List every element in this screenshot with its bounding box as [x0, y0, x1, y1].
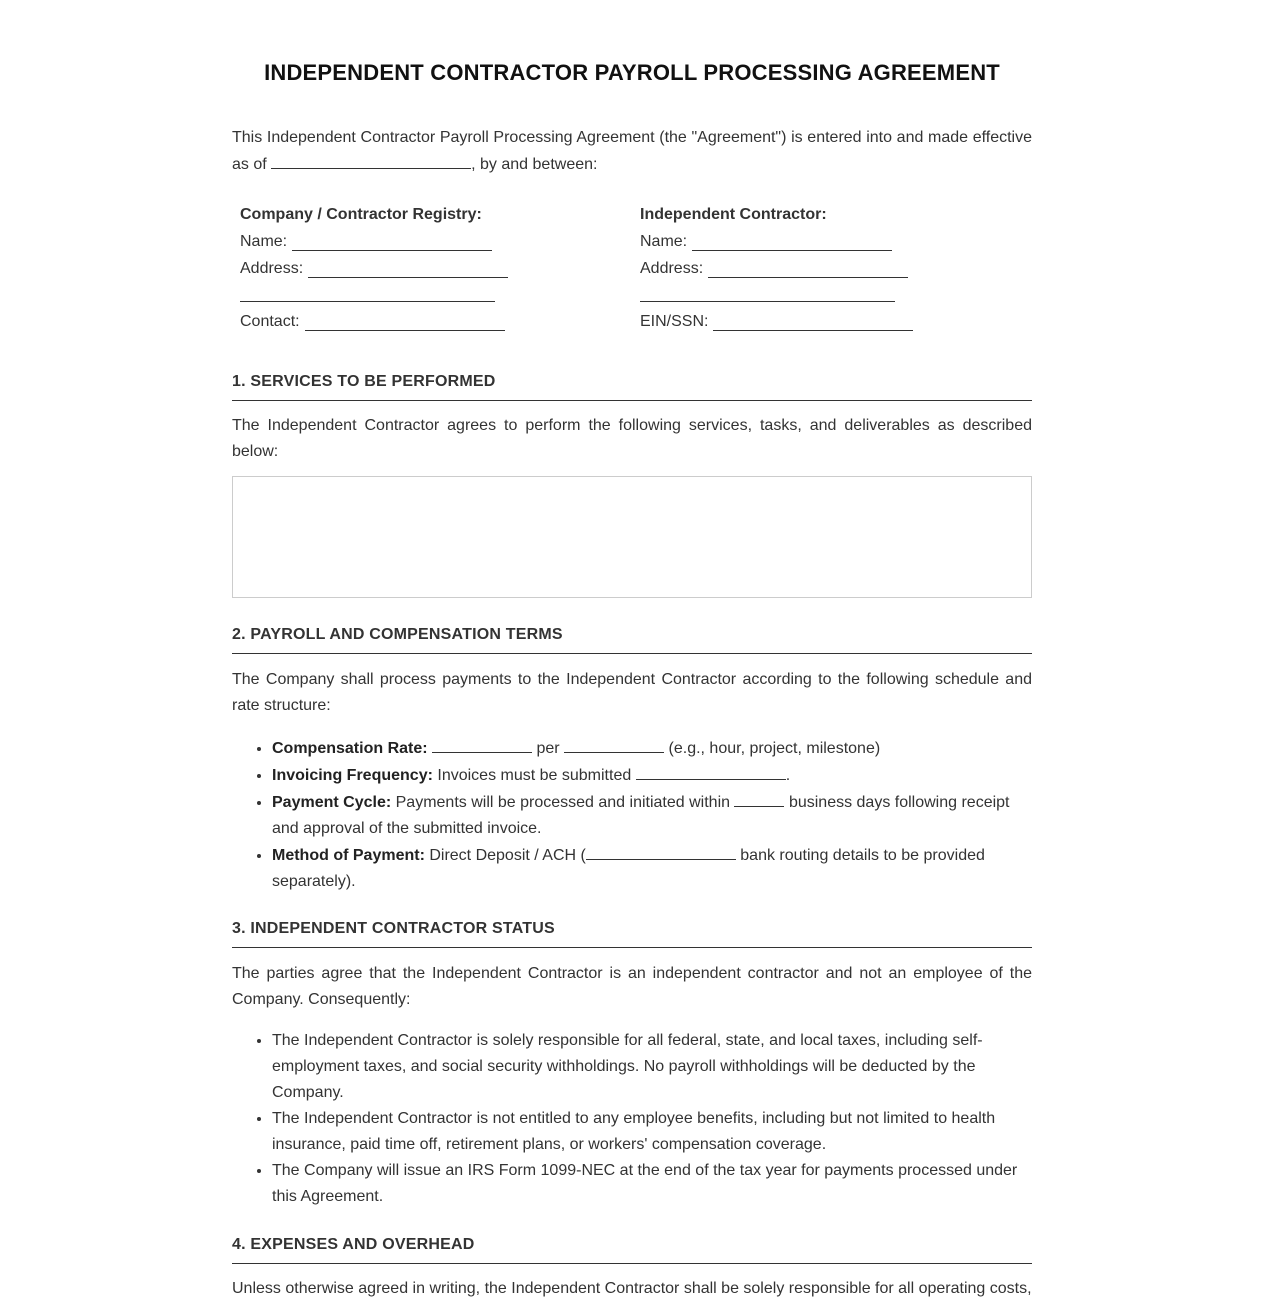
- list-item-compensation-rate: [272, 735, 1032, 762]
- company-address-line-2[interactable]: [240, 300, 495, 302]
- company-name-field[interactable]: [292, 233, 492, 251]
- contractor-ein-field[interactable]: [713, 313, 913, 331]
- contractor-address-field[interactable]: [708, 260, 908, 278]
- list-item: • The Company will issue an IRS Form 1099-NEC at the end of the tax year for payments processed under this Agreement.: [272, 1158, 1032, 1210]
- effective-date-field[interactable]: [271, 151, 471, 169]
- company-heading: Company / Contractor Registry:: [240, 206, 482, 223]
- compensation-rate-hint: (e.g., hour, project, milestone): [668, 740, 881, 757]
- company-name-label: Name:: [240, 233, 288, 250]
- contractor-ein-row: [640, 313, 913, 333]
- section-1-text: The Independent Contractor agrees to perform the following services, tasks, and deliverables as described below:: [232, 417, 1032, 460]
- company-address-field[interactable]: [308, 260, 508, 278]
- contractor-address-label: Address:: [640, 260, 704, 277]
- invoicing-frequency-end: .: [785, 767, 791, 784]
- list-item: • The Independent Contractor is solely responsible for all federal, state, and local taxes, including self-employment taxes, and social security withholdings. No payroll withholdings will be deducted by the Company.: [272, 1028, 1032, 1106]
- payment-cycle-days-field[interactable]: [734, 789, 784, 807]
- services-description-box[interactable]: [232, 476, 1032, 598]
- invoicing-frequency-label: Invoicing Frequency:: [272, 767, 433, 784]
- section-3-text: The parties agree that the Independent Contractor is an independent contractor and not an employee of the Company. Consequently:: [232, 965, 1032, 1008]
- company-contact-label: Contact:: [240, 313, 300, 330]
- method-of-payment-text-end: bank routing details to be provided separately).: [272, 847, 985, 890]
- list-item-payment-cycle: [272, 789, 1032, 842]
- contractor-address-line-2[interactable]: [640, 300, 895, 302]
- company-contact-field[interactable]: [305, 313, 505, 331]
- payment-cycle-text: Payments will be processed and initiated within: [395, 794, 731, 811]
- contractor-status-list: [232, 1028, 1032, 1210]
- contractor-name-field[interactable]: [692, 233, 892, 251]
- contractor-heading: Independent Contractor:: [640, 206, 827, 223]
- list-item-invoicing-frequency: [272, 762, 1032, 789]
- company-contact-row: [240, 313, 505, 333]
- contractor-address-row: [640, 260, 908, 280]
- contractor-ein-label: EIN/SSN:: [640, 313, 709, 330]
- payment-terms-list: [232, 735, 1032, 895]
- section-2-text: The Company shall process payments to the Independent Contractor according to the following schedule and rate structure:: [232, 671, 1032, 714]
- compensation-rate-label: Compensation Rate:: [272, 740, 428, 757]
- method-of-payment-text: Direct Deposit / ACH (: [429, 847, 586, 864]
- intro-paragraph: [232, 124, 1032, 178]
- method-of-payment-field[interactable]: [586, 842, 736, 860]
- section-3-heading: 3. INDEPENDENT CONTRACTOR STATUS: [232, 920, 1032, 948]
- contractor-name-row: [640, 233, 892, 253]
- compensation-rate-per: per: [536, 740, 560, 757]
- company-address-row: [240, 260, 508, 280]
- company-address-label: Address:: [240, 260, 304, 277]
- list-item: • The Independent Contractor is not entitled to any employee benefits, including but not limited to health insurance, paid time off, retirement plans, or workers' compensation coverage.: [272, 1106, 1032, 1158]
- method-of-payment-label: Method of Payment:: [272, 847, 425, 864]
- list-item-method-of-payment: [272, 842, 1032, 895]
- compensation-rate-amount-field[interactable]: [432, 735, 532, 753]
- section-4-heading: 4. EXPENSES AND OVERHEAD: [232, 1236, 1032, 1264]
- invoicing-frequency-field[interactable]: [636, 762, 786, 780]
- payment-cycle-label: Payment Cycle:: [272, 794, 392, 811]
- contractor-name-label: Name:: [640, 233, 688, 250]
- section-1-heading: 1. SERVICES TO BE PERFORMED: [232, 373, 1032, 401]
- company-name-row: [240, 233, 492, 253]
- section-4-text: Unless otherwise agreed in writing, the Independent Contractor shall be solely responsible for all operating costs,: [232, 1280, 1032, 1297]
- payment-cycle-text-end: business days following receipt and approval of the submitted invoice.: [272, 794, 1010, 837]
- intro-text-end: , by and between:: [471, 156, 598, 173]
- intro-text: This Independent Contractor Payroll Processing Agreement (the "Agreement") is entered into and made effective as of: [232, 129, 1032, 173]
- compensation-rate-unit-field[interactable]: [564, 735, 664, 753]
- invoicing-frequency-text: Invoices must be submitted: [437, 767, 632, 784]
- section-2-heading: 2. PAYROLL AND COMPENSATION TERMS: [232, 626, 1032, 654]
- document-title: INDEPENDENT CONTRACTOR PAYROLL PROCESSING AGREEMENT: [264, 60, 1000, 85]
